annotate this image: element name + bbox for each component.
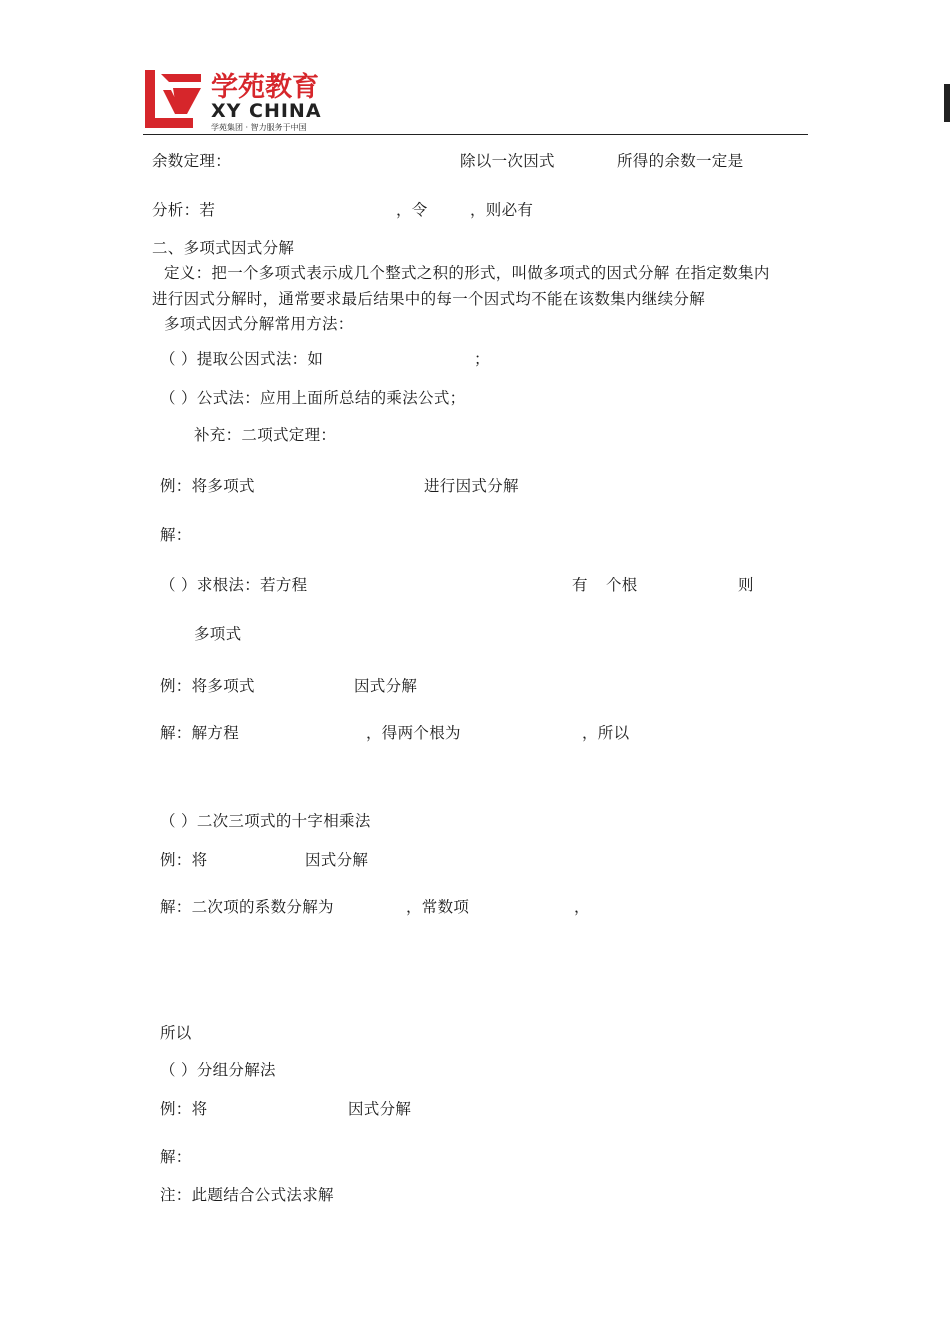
solution-2-roots: ，得两个根为 [366,724,461,742]
method-cross: （ ）二次三项式的十字相乘法 [160,812,371,830]
solution-1-label: 解： [160,526,192,544]
method-common-factor: （ ）提取公因式法：如 [160,350,324,368]
solution-3-label: 解：二次项的系数分解为 [160,898,334,916]
example-2-label: 例：将多项式 [160,677,255,695]
example-4-label: 例：将 [160,1100,208,1118]
solution-2-label: 解：解方程 [160,724,240,742]
solution-3-comma: ， [574,898,590,916]
polynomial-label: 多项式 [194,625,242,643]
example-4-task: 因式分解 [348,1100,412,1118]
example-3-label: 例：将 [160,851,208,869]
method-root-has: 有 [572,576,588,594]
page-edge-mark [944,84,950,122]
solution-3-constant: ，常数项 [406,898,470,916]
method-root: （ ）求根法：若方程 [160,576,308,594]
solution-4-label: 解： [160,1148,192,1166]
xychina-logo [143,68,357,136]
logo-brand-cn: 学苑教育 [211,72,319,103]
analysis-label: 分析：若 [152,201,216,219]
remainder-theorem-label: 余数定理： [152,152,232,170]
method-grouping: （ ）分组分解法 [160,1061,276,1079]
analysis-then: ，则必有 [470,201,534,219]
method-formula: （ ）公式法：应用上面所总结的乘法公式； [160,389,466,407]
logo-brand-en: XY CHINA [211,100,322,122]
section-heading: 二、多项式因式分解 [152,239,295,257]
logo-emblem-icon [145,70,201,128]
note-text: 注：此题结合公式法求解 [160,1186,334,1204]
solution-2-therefore: ，所以 [582,724,630,742]
example-2-task: 因式分解 [354,677,418,695]
definition-line-2: 进行因式分解时，通常要求最后结果中的每一个因式均不能在该数集内继续分解 [152,290,706,308]
logo-slogan: 学苑集团 · 智力服务于中国 [211,123,307,132]
example-3-task: 因式分解 [305,851,369,869]
header-rule [143,134,808,135]
method-common-factor-end: ； [474,350,490,368]
example-1-label: 例：将多项式 [160,477,255,495]
remainder-theorem-result: 所得的余数一定是 [617,152,744,170]
example-1-task: 进行因式分解 [424,477,519,495]
analysis-let: ，令 [396,201,428,219]
supplement-binomial: 补充：二项式定理： [194,426,337,444]
remainder-theorem-divide: 除以一次因式 [460,152,555,170]
definition-line-1: 定义：把一个多项式表示成几个整式之积的形式，叫做多项式的因式分解 在指定数集内 [164,264,770,282]
method-root-then: 则 [738,576,754,594]
therefore-label: 所以 [160,1024,192,1042]
method-root-roots: 个根 [606,576,638,594]
methods-intro: 多项式因式分解常用方法： [164,315,354,333]
